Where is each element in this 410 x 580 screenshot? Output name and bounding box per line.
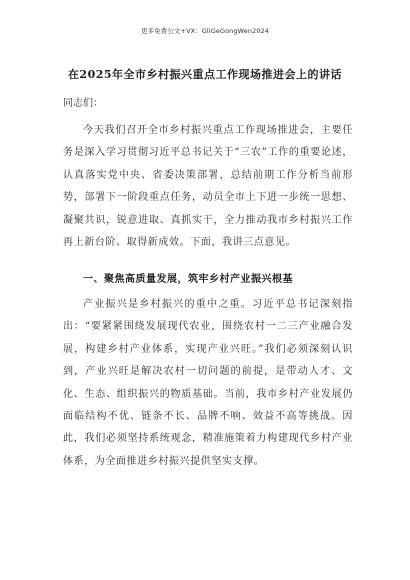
document-title: 在2025年全市乡村振兴重点工作现场推进会上的讲话 — [67, 68, 343, 81]
section-heading-1: 一、聚焦高质量发展，筑牢乡村产业振兴根基 — [83, 274, 293, 285]
salutation: 同志们： — [63, 98, 103, 109]
section-1-paragraph: 产业振兴是乡村振兴的重中之重。习近平总书记深刻指出：“要紧紧围绕发展现代农业，围绕农村一二三产业融合发展，构建乡村产业体系，实现产业兴旺。”我们必须深刻认识到，产业兴旺是解决农村一切问题的前提，是带动人才、文化、生态、组织振兴的物质基础。当前，我市乡村产业发展仍面临结构不优、链条不长、品牌不响、效益不高等挑战。因此，我们必须坚持系统观念，精准施策着力构建现代乡村产业体系，为全面推进乡村振兴提供坚实支撑。 — [63, 299, 353, 467]
header-note: 更多免费公文+VX：GliGeGongWen2024 — [140, 27, 270, 35]
intro-paragraph: 今天我们召开全市乡村振兴重点工作现场推进会，主要任务是深入学习贯彻习近平总书记关于“三农”工作的重要论述，认真落实党中央、省委决策部署，总结前期工作分析当前形势，部署下一阶段重点任务，动员全市上下进一步统一思想、凝聚共识，锐意进取、真抓实干，全力推动我市乡村振兴工作再上新台阶、取得新成效。下面，我讲三点意见。 — [63, 125, 353, 249]
